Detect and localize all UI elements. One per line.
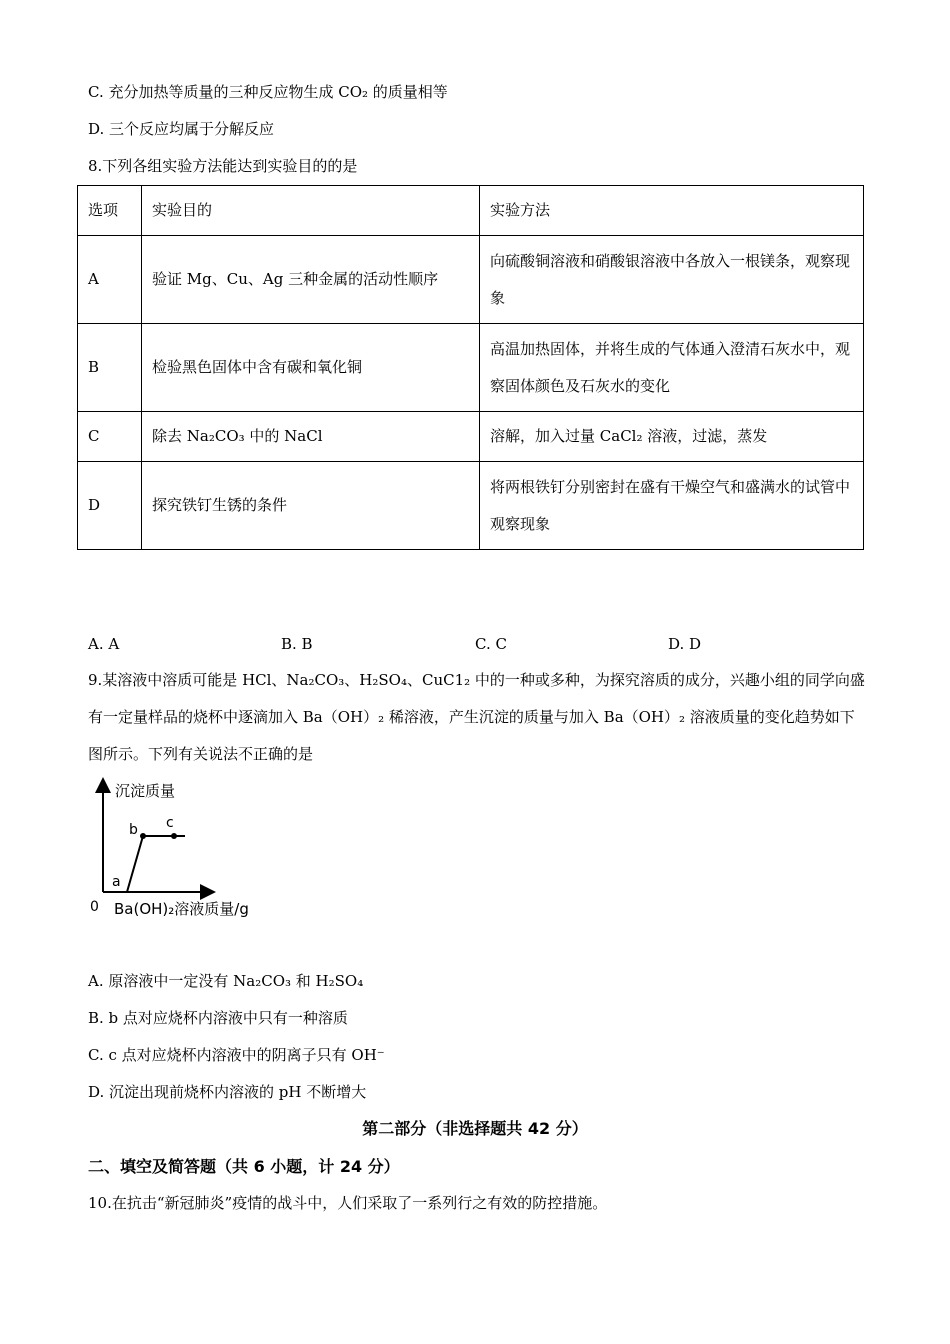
table-row [78, 412, 864, 462]
point-b [140, 833, 146, 839]
q10-stem: 10.在抗击“新冠肺炎”疫情的战斗中，人们采取了一系列行之有效的防控措施。 [88, 1194, 608, 1212]
q7-option-d: D. 三个反应均属于分解反应 [88, 120, 275, 138]
x-axis-label: Ba(OH)₂溶液质量/g [114, 900, 249, 918]
q8-choice-c: C. C [475, 635, 507, 653]
point-c-label: c [166, 815, 174, 831]
q9-option-d: D. 沉淀出现前烧杯内溶液的 pH 不断增大 [88, 1083, 367, 1101]
part2-title: 第二部分（非选择题共 42 分） [362, 1119, 588, 1138]
table-cell-purpose: 探究铁钉生锈的条件 [142, 462, 480, 550]
q9-graph [80, 775, 280, 925]
y-axis-label: 沉淀质量 [115, 782, 176, 800]
q7-option-c: C. 充分加热等质量的三种反应物生成 CO₂ 的质量相等 [88, 83, 448, 101]
table-row [78, 236, 864, 324]
table-cell-option: A [78, 236, 142, 324]
q9-stem: 9.某溶液中溶质可能是 HCl、Na₂CO₃、H₂SO₄、CuC1₂ 中的一种或多种，为探究溶质的成分，兴趣小组的同学向盛有一定量样品的烧杯中逐滴加入 Ba（OH）₂ 稀溶液，产生沉淀的质量与加入 Ba（OH）₂ 溶液质量的变化趋势如下图所示。下列有关说法不正确的是 [88, 671, 865, 763]
point-b-label: b [129, 822, 138, 838]
q9-option-b: B. b 点对应烧杯内溶液中只有一种溶质 [88, 1009, 348, 1027]
table-cell-method: 高温加热固体，并将生成的气体通入澄清石灰水中，观察固体颜色及石灰水的变化 [480, 324, 864, 412]
table-header-row [78, 186, 864, 236]
q8-choice-a: A. A [88, 635, 120, 653]
table-header-option: 选项 [78, 186, 142, 236]
table-cell-method: 溶解，加入过量 CaCl₂ 溶液，过滤，蒸发 [480, 412, 864, 462]
q9-option-a: A. 原溶液中一定没有 Na₂CO₃ 和 H₂SO₄ [88, 972, 364, 990]
curve [127, 836, 185, 892]
table-header-method: 实验方法 [480, 186, 864, 236]
q8-choice-d: D. D [668, 635, 702, 653]
point-c [171, 833, 177, 839]
table-cell-purpose: 除去 Na₂CO₃ 中的 NaCl [142, 412, 480, 462]
q8-stem: 8.下列各组实验方法能达到实验目的的是 [88, 157, 358, 175]
table-cell-purpose: 验证 Mg、Cu、Ag 三种金属的活动性顺序 [142, 236, 480, 324]
q9-option-c: C. c 点对应烧杯内溶液中的阴离子只有 OH⁻ [88, 1046, 385, 1064]
table-cell-purpose: 检验黑色固体中含有碳和氧化铜 [142, 324, 480, 412]
table-row [78, 324, 864, 412]
table-cell-option: D [78, 462, 142, 550]
table-cell-method: 将两根铁钉分别密封在盛有干燥空气和盛满水的试管中观察现象 [480, 462, 864, 550]
table-cell-option: B [78, 324, 142, 412]
table-row [78, 462, 864, 550]
table-cell-option: C [78, 412, 142, 462]
origin-label: 0 [90, 899, 99, 915]
section-heading: 二、填空及简答题（共 6 小题，计 24 分） [88, 1157, 400, 1176]
table-header-purpose: 实验目的 [142, 186, 480, 236]
q8-choice-b: B. B [281, 635, 313, 653]
table-cell-method: 向硫酸铜溶液和硝酸银溶液中各放入一根镁条，观察现象 [480, 236, 864, 324]
q8-table [77, 185, 864, 550]
point-a-label: a [112, 874, 121, 890]
